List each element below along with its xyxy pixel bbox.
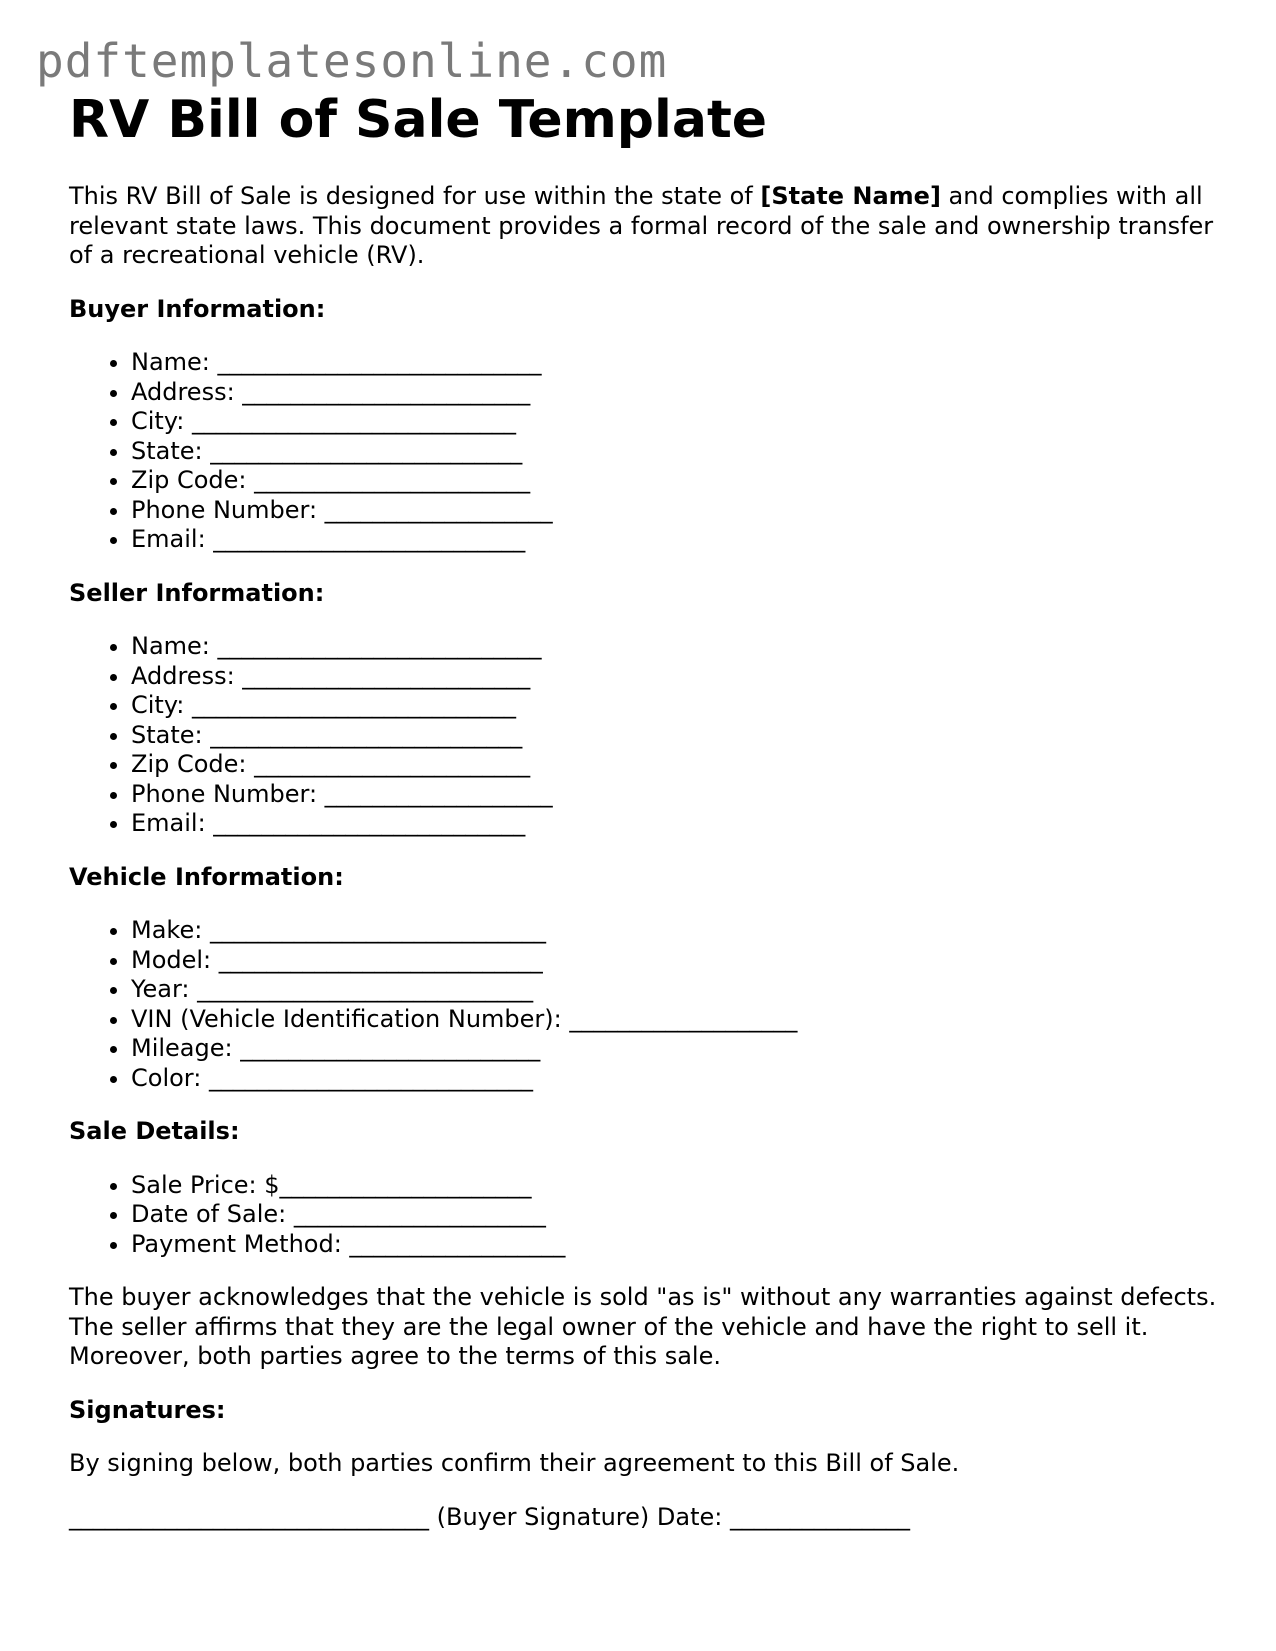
buyer-address-field: • Address: ________________________ (131, 378, 1219, 408)
vehicle-vin-field: • VIN (Vehicle Identification Number): ___________________ (131, 1005, 1219, 1035)
buyer-name-field: • Name: ___________________________ (131, 348, 1219, 378)
signatures-statement: By signing below, both parties confirm their agreement to this Bill of Sale. (69, 1449, 960, 1477)
signatures-heading: Signatures: (69, 1395, 226, 1424)
document-page (69, 88, 1219, 1532)
intro-text-before: This RV Bill of Sale is designed for use within the state of (69, 182, 761, 210)
document-title: RV Bill of Sale Template (69, 90, 768, 150)
seller-email-field: • Email: __________________________ (131, 809, 1219, 839)
state-name-placeholder: [State Name] (760, 182, 941, 210)
seller-heading: Seller Information: (69, 578, 325, 607)
intro-paragraph (69, 182, 1219, 271)
buyer-city-field: • City: ___________________________ (131, 407, 1219, 437)
vehicle-make-field: • Make: ____________________________ (131, 916, 1219, 946)
buyer-heading: Buyer Information: (69, 294, 326, 323)
seller-address-field: • Address: ________________________ (131, 662, 1219, 692)
seller-phone-field: • Phone Number: ___________________ (131, 780, 1219, 810)
buyer-fields-list (69, 348, 1219, 555)
seller-name-field: • Name: ___________________________ (131, 632, 1219, 662)
sale-heading: Sale Details: (69, 1117, 240, 1145)
sale-fields-list (69, 1171, 1219, 1260)
vehicle-heading: Vehicle Information: (69, 862, 344, 891)
buyer-phone-field: • Phone Number: ___________________ (131, 496, 1219, 526)
seller-city-field: • City: ___________________________ (131, 691, 1219, 721)
vehicle-model-field: • Model: ___________________________ (131, 946, 1219, 976)
sale-price-field: • Sale Price: $_____________________ (131, 1171, 1219, 1201)
vehicle-mileage-field: • Mileage: _________________________ (131, 1034, 1219, 1064)
intro-text-after: and complies with all relevant state laws. This document provides a formal record of the sale and ownership transfer of a recreational vehicle (RV). (69, 182, 1214, 269)
payment-method-field: • Payment Method: __________________ (131, 1230, 1219, 1260)
watermark: pdftemplatesonline.com (36, 34, 668, 88)
buyer-zip-field: • Zip Code: _______________________ (131, 466, 1219, 496)
buyer-signature-line: ______________________________ (Buyer Signature) Date: _______________ (69, 1502, 910, 1531)
sale-date-field: • Date of Sale: _____________________ (131, 1200, 1219, 1230)
seller-zip-field: • Zip Code: _______________________ (131, 750, 1219, 780)
vehicle-year-field: • Year: ____________________________ (131, 975, 1219, 1005)
buyer-state-field: • State: __________________________ (131, 437, 1219, 467)
seller-state-field: • State: __________________________ (131, 721, 1219, 751)
buyer-email-field: • Email: __________________________ (131, 525, 1219, 555)
seller-fields-list (69, 632, 1219, 839)
terms-paragraph: The buyer acknowledges that the vehicle is sold "as is" without any warranties against defects. The seller affirms that they are the legal owner of the vehicle and have the right to sell it. Moreover, both parties agree to the terms of this sale. (69, 1283, 1217, 1370)
vehicle-color-field: • Color: ___________________________ (131, 1064, 1219, 1094)
vehicle-fields-list (69, 916, 1219, 1093)
